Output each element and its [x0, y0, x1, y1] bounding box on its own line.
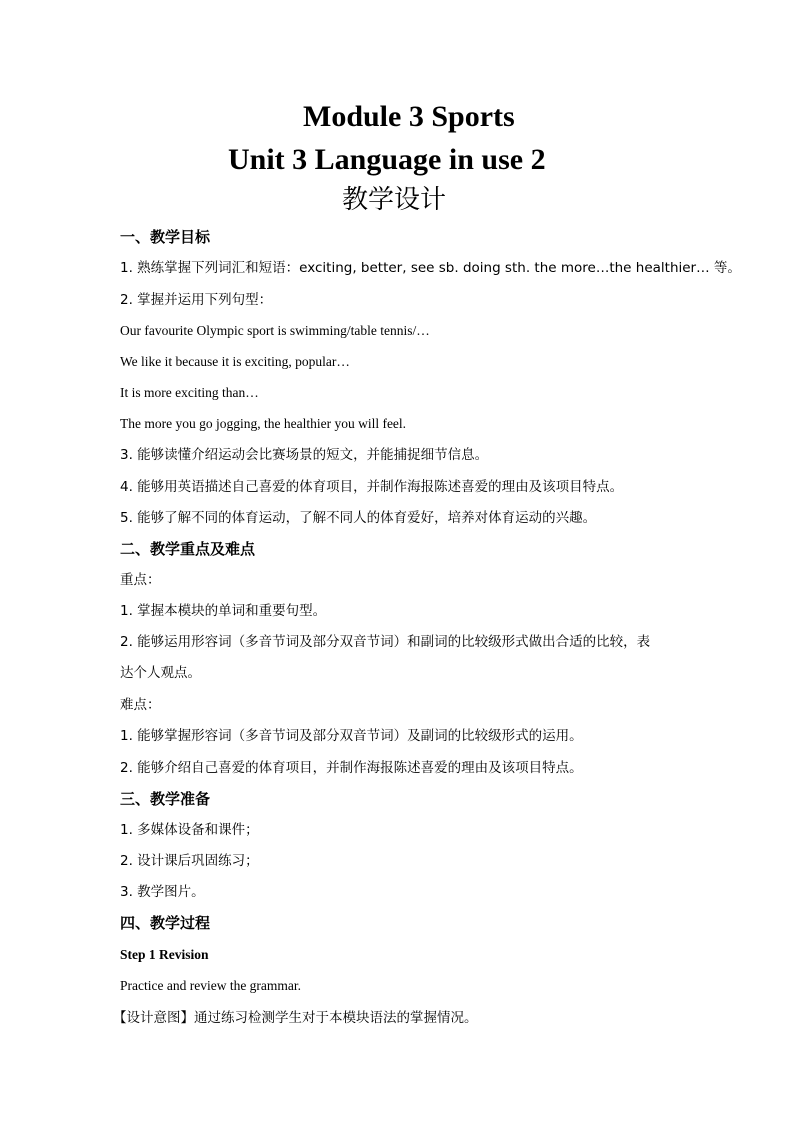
design-title: 教学设计 [342, 185, 447, 215]
sentence-pattern-2: We like it because it is exciting, popular… [120, 354, 350, 369]
preparation-item-1: 1. 多媒体设备和课件； [120, 822, 259, 838]
key-point-2-line-2: 达个人观点。 [120, 665, 201, 681]
difficult-point-1: 1. 能够掌握形容词（多音节词及部分双音节词）及副词的比较级形式的运用。 [120, 728, 583, 744]
sentence-pattern-3: It is more exciting than… [120, 385, 259, 400]
objective-item-3: 3. 能够读懂介绍运动会比赛场景的短文，并能捕捉细节信息。 [120, 447, 489, 463]
difficult-point-2: 2. 能够介绍自己喜爱的体育项目，并制作海报陈述喜爱的理由及该项目特点。 [120, 760, 583, 776]
module-title: Module 3 Sports [303, 100, 515, 133]
section-heading-key-points: 二、教学重点及难点 [120, 540, 256, 558]
objective-item-4: 4. 能够用英语描述自己喜爱的体育项目，并制作海报陈述喜爱的理由及该项目特点。 [120, 479, 624, 495]
step-1-title: Step 1 Revision [120, 947, 209, 962]
unit-title: Unit 3 Language in use 2 [228, 143, 546, 176]
section-heading-objectives: 一、教学目标 [120, 228, 211, 246]
difficult-points-label: 难点： [120, 697, 161, 713]
objective-item-1: 1. 熟练掌握下列词汇和短语：exciting, better, see sb. doing sth. the more…the healthier… 等。 [120, 260, 741, 276]
objective-item-2: 2. 掌握并运用下列句型： [120, 292, 273, 308]
sentence-pattern-4: The more you go jogging, the healthier you will feel. [120, 416, 407, 431]
key-point-2-line-1: 2. 能够运用形容词（多音节词及部分双音节词）和副词的比较级形式做出合适的比较，表 [120, 634, 651, 650]
key-points-label: 重点： [120, 572, 161, 588]
section-heading-preparation: 三、教学准备 [120, 790, 211, 808]
sentence-pattern-1: Our favourite Olympic sport is swimming/table tennis/… [120, 323, 430, 338]
section-heading-process: 四、教学过程 [120, 914, 211, 932]
preparation-item-2: 2. 设计课后巩固练习； [120, 853, 259, 869]
step-1-text: Practice and review the grammar. [120, 978, 302, 993]
key-point-1: 1. 掌握本模块的单词和重要句型。 [120, 603, 327, 619]
preparation-item-3: 3. 教学图片。 [120, 884, 205, 900]
objective-item-5: 5. 能够了解不同的体育运动，了解不同人的体育爱好，培养对体育运动的兴趣。 [120, 510, 597, 526]
design-intent: 【设计意图】通过练习检测学生对于本模块语法的掌握情况。 [113, 1010, 478, 1026]
